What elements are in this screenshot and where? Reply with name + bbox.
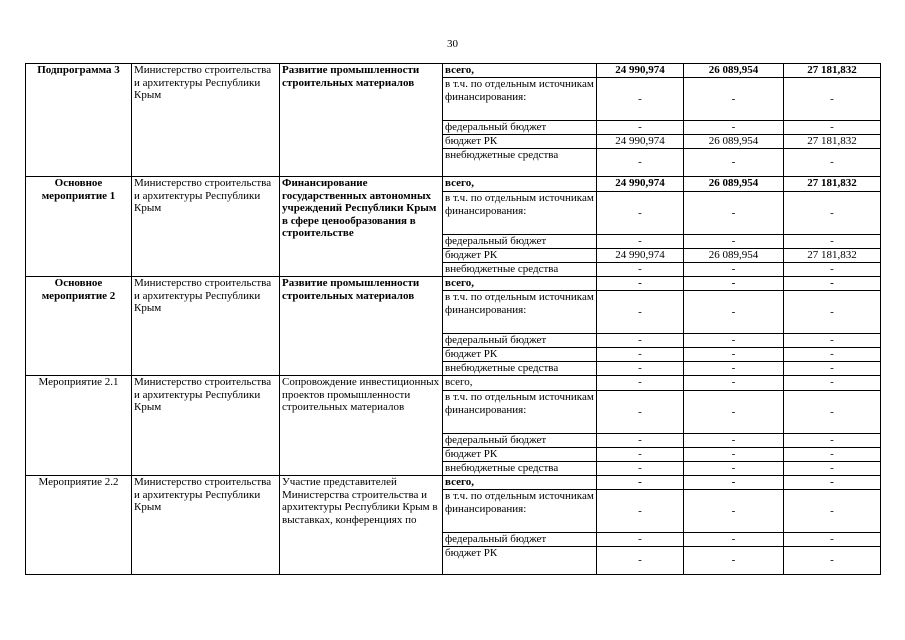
funding-source: внебюджетные средства [443,149,597,177]
funding-source: внебюджетные средства [443,362,597,376]
amount-year-3: - [784,121,881,135]
table-row [26,177,881,192]
amount-year-3: - [784,263,881,277]
amount-year-3: - [784,291,881,334]
program-title: Развитие промышленности строительных материалов [280,277,443,376]
amount-year-2: - [684,448,784,462]
amount-year-2: - [684,391,784,434]
program-title: Финансирование государственных автономных учреждений Республики Крым в сфере ценообразования в строительстве [280,177,443,277]
amount-year-2: - [684,235,784,249]
amount-year-2: - [684,547,784,575]
amount-year-3: - [784,348,881,362]
amount-year-3: - [784,533,881,547]
amount-year-3: - [784,376,881,391]
amount-year-3: - [784,490,881,533]
program-title: Развитие промышленности строительных материалов [280,64,443,177]
amount-year-2: 26 089,954 [684,177,784,192]
amount-year-1: - [597,490,684,533]
responsible-executor: Министерство строительства и архитектуры Республики Крым [132,376,280,476]
amount-year-2: - [684,476,784,490]
amount-year-2: - [684,362,784,376]
funding-source: всего, [443,64,597,78]
amount-year-1: - [597,78,684,121]
funding-source: в т.ч. по отдельным источникам финансирования: [443,78,597,121]
funding-source: в т.ч. по отдельным источникам финансирования: [443,192,597,235]
amount-year-3: - [784,362,881,376]
amount-year-2: 26 089,954 [684,64,784,78]
amount-year-3: 27 181,832 [784,177,881,192]
amount-year-2: - [684,78,784,121]
amount-year-1: - [597,391,684,434]
amount-year-3: - [784,547,881,575]
amount-year-2: - [684,149,784,177]
amount-year-2: - [684,348,784,362]
amount-year-3: - [784,277,881,291]
funding-source: федеральный бюджет [443,121,597,135]
amount-year-1: - [597,448,684,462]
program-name: Основное мероприятие 2 [26,277,132,376]
amount-year-3: - [784,78,881,121]
amount-year-2: - [684,291,784,334]
funding-source: федеральный бюджет [443,235,597,249]
amount-year-2: - [684,263,784,277]
amount-year-2: - [684,462,784,476]
page-number: 30 [447,38,458,50]
amount-year-1: - [597,334,684,348]
funding-source: бюджет РК [443,135,597,149]
funding-source: федеральный бюджет [443,533,597,547]
amount-year-1: 24 990,974 [597,135,684,149]
amount-year-1: 24 990,974 [597,64,684,78]
program-title: Участие представителей Министерства строительства и архитектуры Республики Крым в выставках, конференциях по [280,476,443,575]
funding-source: внебюджетные средства [443,462,597,476]
amount-year-1: 24 990,974 [597,249,684,263]
funding-source: в т.ч. по отдельным источникам финансирования: [443,291,597,334]
program-name: Подпрограмма 3 [26,64,132,177]
amount-year-1: - [597,547,684,575]
responsible-executor: Министерство строительства и архитектуры Республики Крым [132,64,280,177]
program-name: Основное мероприятие 1 [26,177,132,277]
amount-year-1: - [597,192,684,235]
amount-year-1: - [597,476,684,490]
table-row [26,277,881,291]
amount-year-1: - [597,462,684,476]
amount-year-3: - [784,391,881,434]
funding-source: федеральный бюджет [443,334,597,348]
amount-year-1: - [597,533,684,547]
responsible-executor: Министерство строительства и архитектуры Республики Крым [132,177,280,277]
program-name: Мероприятие 2.1 [26,376,132,476]
program-title: Сопровождение инвестиционных проектов промышленности строительных материалов [280,376,443,476]
funding-source: всего, [443,376,597,391]
amount-year-3: - [784,434,881,448]
amount-year-2: - [684,434,784,448]
amount-year-3: - [784,462,881,476]
amount-year-2: 26 089,954 [684,249,784,263]
funding-source: всего, [443,277,597,291]
amount-year-3: - [784,448,881,462]
funding-source: бюджет РК [443,547,597,575]
funding-source: внебюджетные средства [443,263,597,277]
amount-year-3: - [784,476,881,490]
funding-source: всего, [443,177,597,192]
amount-year-2: - [684,277,784,291]
amount-year-2: 26 089,954 [684,135,784,149]
amount-year-1: - [597,263,684,277]
amount-year-3: - [784,149,881,177]
amount-year-1: - [597,348,684,362]
funding-source: бюджет РК [443,448,597,462]
responsible-executor: Министерство строительства и архитектуры Республики Крым [132,277,280,376]
funding-source: бюджет РК [443,249,597,263]
amount-year-3: 27 181,832 [784,249,881,263]
funding-source: федеральный бюджет [443,434,597,448]
responsible-executor: Министерство строительства и архитектуры Республики Крым [132,476,280,575]
funding-source: всего, [443,476,597,490]
program-name: Мероприятие 2.2 [26,476,132,575]
budget-table [25,63,881,575]
amount-year-1: - [597,362,684,376]
table-row [26,376,881,391]
amount-year-3: - [784,334,881,348]
amount-year-2: - [684,533,784,547]
amount-year-2: - [684,121,784,135]
amount-year-1: 24 990,974 [597,177,684,192]
amount-year-2: - [684,376,784,391]
amount-year-3: - [784,192,881,235]
amount-year-1: - [597,376,684,391]
amount-year-3: 27 181,832 [784,64,881,78]
amount-year-3: 27 181,832 [784,135,881,149]
amount-year-1: - [597,291,684,334]
amount-year-2: - [684,192,784,235]
funding-source: в т.ч. по отдельным источникам финансирования: [443,490,597,533]
amount-year-2: - [684,334,784,348]
amount-year-3: - [784,235,881,249]
amount-year-1: - [597,149,684,177]
table-row [26,64,881,78]
table-row [26,476,881,490]
amount-year-1: - [597,121,684,135]
amount-year-1: - [597,277,684,291]
funding-source: бюджет РК [443,348,597,362]
amount-year-1: - [597,434,684,448]
funding-source: в т.ч. по отдельным источникам финансирования: [443,391,597,434]
amount-year-1: - [597,235,684,249]
amount-year-2: - [684,490,784,533]
